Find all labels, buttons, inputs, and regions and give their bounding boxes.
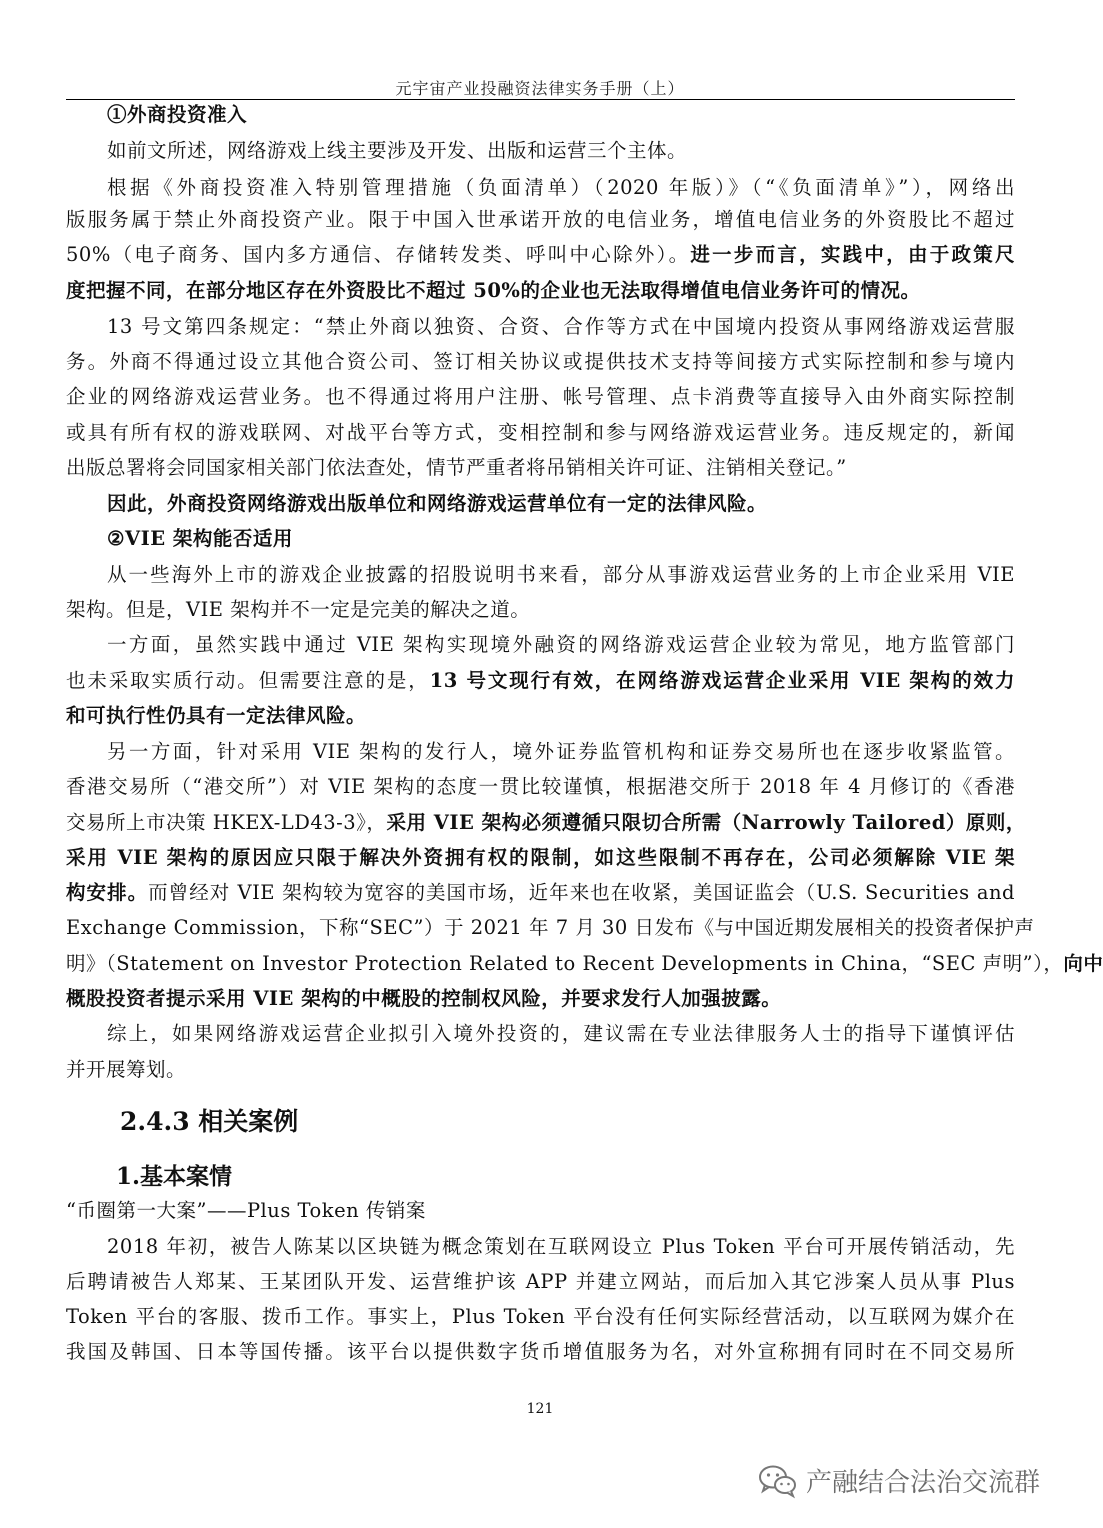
body-line [66, 881, 1015, 905]
bold-text: 采用 VIE 架构必须遵循只限切合所需（Narrowly Tailored）原则， [386, 811, 1026, 834]
page-header: 元宇宙产业投融资法律实务手册（上） [395, 79, 685, 98]
body-line [66, 1058, 1015, 1082]
text-run: “币圈第一大案”——Plus Token 传销案 [66, 1199, 426, 1222]
body-line [66, 421, 1015, 445]
wechat-icon [758, 1464, 798, 1498]
text-run: 从一些海外上市的游戏企业披露的招股说明书来看，部分从事游戏运营业务的上市企业采用 VIE [107, 563, 1015, 586]
body-line [66, 952, 1103, 976]
bold-text: ①外商投资准入 [107, 103, 248, 126]
watermark-text: 产融结合法治交流群 [806, 1468, 1041, 1498]
text-run: 50%（电子商务、国内多方通信、存储转发类、呼叫中心除外）。 [66, 243, 691, 266]
text-run: 我国及韩国、日本等国传播。该平台以提供数字货币增值服务为名，对外宣称拥有同时在不同交易所 [66, 1340, 1015, 1363]
bold-text: 采用 VIE 架构的原因应只限于解决外资拥有权的限制，如这些限制不再存在，公司必须解除 VIE 架 [66, 846, 1015, 869]
text-run: 根据《外商投资准入特别管理措施（负面清单）（2020 年版）》（“《负面清单》”），网络出 [107, 176, 1015, 199]
body-line [107, 139, 1015, 163]
body-line [66, 704, 1015, 728]
body-line [107, 633, 1015, 657]
body-line [66, 987, 1015, 1011]
body-line [66, 811, 1026, 835]
text-run: 并开展筹划。 [66, 1058, 187, 1081]
text-run: 务。外商不得通过设立其他合资公司、签订相关协议或提供技术支持等间接方式实际控制和参与境内 [66, 350, 1015, 373]
text-run: 出版总署将会同国家相关部门依法查处，情节严重者将吊销相关许可证、注销相关登记。” [66, 456, 847, 479]
text-run: 一方面，虽然实践中通过 VIE 架构实现境外融资的网络游戏运营企业较为常见，地方监管部门 [107, 633, 1015, 656]
bold-text: 进一步而言，实践中，由于政策尺 [690, 243, 1015, 266]
body-line [107, 176, 1015, 200]
body-line [66, 1199, 1015, 1223]
watermark [758, 1462, 1040, 1499]
body-line [66, 846, 1015, 870]
body-line [107, 740, 1015, 764]
body-line [107, 315, 1015, 339]
body-line [107, 1235, 1015, 1259]
page-number: 121 [526, 1401, 554, 1417]
bold-text: 和可执行性仍具有一定法律风险。 [66, 704, 367, 727]
body-line [107, 1022, 1015, 1046]
body-line [66, 598, 1015, 622]
text-run: Exchange Commission，下称“SEC”）于 2021 年 7 月 30 日发布《与中国近期发展相关的投资者保护声 [66, 916, 1035, 939]
bold-text: 构安排。 [66, 881, 149, 904]
text-run: 交易所上市决策 HKEX-LD43-3》， [66, 811, 387, 834]
text-run: 或具有所有权的游戏联网、对战平台等方式，变相控制和参与网络游戏运营业务。违反规定的，新闻 [66, 421, 1015, 444]
subsection-heading: 1.基本案情 [116, 1163, 233, 1190]
text-run: Token 平台的客服、拨币工作。事实上，Plus Token 平台没有任何实际经营活动，以互联网为媒介在 [66, 1305, 1015, 1328]
body-line [66, 1305, 1015, 1329]
body-line [66, 208, 1015, 232]
body-line [107, 103, 1015, 127]
bold-text: 度把握不同，在部分地区存在外资股比不超过 50%的企业也无法取得增值电信业务许可的情况。 [66, 279, 921, 302]
text-run: 后聘请被告人郑某、王某团队开发、运营维护该 APP 并建立网站，而后加入其它涉案人员从事 Plus [66, 1270, 1015, 1293]
bold-text: 向中 [1063, 952, 1103, 975]
body-line [107, 492, 1015, 516]
body-line [66, 669, 1015, 693]
text-run: 也未采取实质行动。但需要注意的是， [66, 669, 430, 692]
text-run: 版服务属于禁止外商投资产业。限于中国入世承诺开放的电信业务，增值电信业务的外资股比不超过 [66, 208, 1015, 231]
text-run: 另一方面，针对采用 VIE 架构的发行人，境外证券监管机构和证券交易所也在逐步收紧监管。 [107, 740, 1015, 763]
text-run: 如前文所述，网络游戏上线主要涉及开发、出版和运营三个主体。 [107, 139, 688, 162]
text-run: 2018 年初，被告人陈某以区块链为概念策划在互联网设立 Plus Token 平台可开展传销活动，先 [107, 1235, 1015, 1258]
text-run: 综上，如果网络游戏运营企业拟引入境外投资的，建议需在专业法律服务人士的指导下谨慎评估 [107, 1022, 1015, 1045]
text-run: 架构。但是，VIE 架构并不一定是完美的解决之道。 [66, 598, 531, 621]
bold-text: 因此，外商投资网络游戏出版单位和网络游戏运营单位有一定的法律风险。 [107, 492, 768, 515]
bold-text: 13 号文现行有效，在网络游戏运营企业采用 VIE 架构的效力 [429, 669, 1015, 692]
body-line [66, 456, 1015, 480]
text-run: 香港交易所（“港交所”）对 VIE 架构的态度一贯比较谨慎，根据港交所于 2018 年 4 月修订的《香港 [66, 775, 1015, 798]
body-line [66, 350, 1015, 374]
body-line [107, 563, 1015, 587]
body-line [66, 916, 1035, 940]
body-line [66, 279, 1015, 303]
text-run: 13 号文第四条规定：“禁止外商以独资、合资、合作等方式在中国境内投资从事网络游戏运营服 [107, 315, 1015, 338]
text-run: 明》（Statement on Investor Protection Related to Recent Developments in China，“SEC 声明”）， [66, 952, 1064, 975]
body-line [66, 385, 1015, 409]
body-line [66, 775, 1015, 799]
bold-text: 概股投资者提示采用 VIE 架构的中概股的控制权风险，并要求发行人加强披露。 [66, 987, 782, 1010]
body-line [66, 1340, 1015, 1364]
bold-text: ②VIE 架构能否适用 [107, 527, 293, 550]
section-heading: 2.4.3 相关案例 [120, 1107, 299, 1136]
text-run: 企业的网络游戏运营业务。也不得通过将用户注册、帐号管理、点卡消费等直接导入由外商实际控制 [66, 385, 1015, 408]
body-line [66, 243, 1015, 267]
body-line [66, 1270, 1015, 1294]
header-rule [66, 99, 1015, 100]
text-run: 而曾经对 VIE 架构较为宽容的美国市场，近年来也在收紧，美国证监会（U.S. Securities and [148, 881, 1015, 904]
body-line [107, 527, 1015, 551]
